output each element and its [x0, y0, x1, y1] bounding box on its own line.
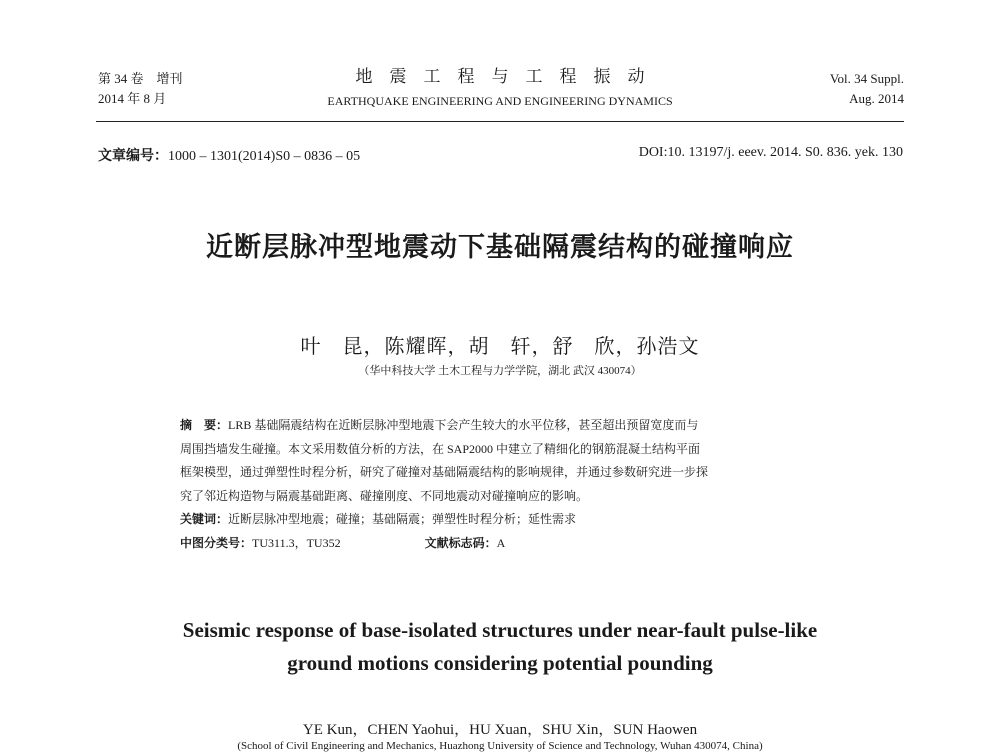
- authors-en: YE Kun，CHEN Yaohui，HU Xuan，SHU Xin，SUN Haowen: [302, 722, 698, 738]
- keywords-line: [180, 508, 830, 532]
- title-cn: 近断层脉冲型地震动下基础隔震结构的碰撞响应: [206, 232, 794, 263]
- classification-line: [180, 532, 830, 556]
- article-number-value: 1000 – 1301(2014)S0 – 0836 – 05: [168, 149, 361, 164]
- clc-value: TU311.3，TU352: [252, 535, 341, 550]
- article-number-label: 文章编号：: [98, 148, 168, 164]
- header-journal-cn: 地 震 工 程 与 工 程 振 动: [355, 67, 645, 87]
- abstract-label: 摘 要：: [180, 418, 229, 432]
- affiliation-en: (School of Civil Engineering and Mechanics, Huazhong University of Science and Technology, Wuhan 430074, China): [237, 740, 763, 752]
- header-journal-en: EARTHQUAKE ENGINEERING AND ENGINEERING DYNAMICS: [327, 94, 673, 108]
- header-volume-cn: 第 34 卷 增刊: [98, 71, 183, 86]
- abstract-block: [180, 414, 830, 555]
- title-en-line-2: ground motions considering potential pounding: [287, 651, 713, 675]
- title-en-line-1: Seismic response of base-isolated structures under near-fault pulse-like: [182, 618, 818, 642]
- doi: DOI:10. 13197/j. eeev. 2014. S0. 836. yek. 130: [638, 145, 903, 160]
- keywords-label: 关键词：: [180, 512, 229, 526]
- abstract-text-3: 框架模型，通过弹塑性时程分析，研究了碰撞对基础隔震结构的影响规律，并通过参数研究进一步探: [180, 465, 709, 479]
- clc-label: 中图分类号：: [180, 535, 253, 550]
- doc-code-value: A: [496, 535, 506, 550]
- header-date-en: Aug. 2014: [849, 91, 904, 106]
- abstract-text-4: 究了邻近构造物与隔震基础距离、碰撞刚度、不同地震动对碰撞响应的影响。: [180, 488, 589, 503]
- abstract-text-2: 周围挡墙发生碰撞。本文采用数值分析的方法，在 SAP2000 中建立了精细化的钢筋混凝土结构平面: [180, 441, 701, 456]
- article-number: [98, 145, 360, 165]
- header-volume-en: Vol. 34 Suppl.: [829, 71, 904, 86]
- abstract-line: [180, 414, 830, 438]
- authors-cn: 叶 昆，陈耀晖，胡 轩，舒 欣，孙浩文: [300, 336, 700, 358]
- header-date-cn: 2014 年 8 月: [98, 91, 167, 106]
- doc-code-label: 文献标志码：: [424, 535, 497, 550]
- affiliation-cn: （华中科技大学 土木工程与力学学院，湖北 武汉 430074）: [358, 365, 642, 377]
- header-rule: [96, 121, 904, 122]
- keywords-value: 近断层脉冲型地震；碰撞；基础隔震；弹塑性时程分析；延性需求: [228, 512, 577, 526]
- abstract-text-1: LRB 基础隔震结构在近断层脉冲型地震下会产生较大的水平位移，甚至超出预留宽度而与: [228, 418, 699, 432]
- title-en: [0, 614, 1000, 680]
